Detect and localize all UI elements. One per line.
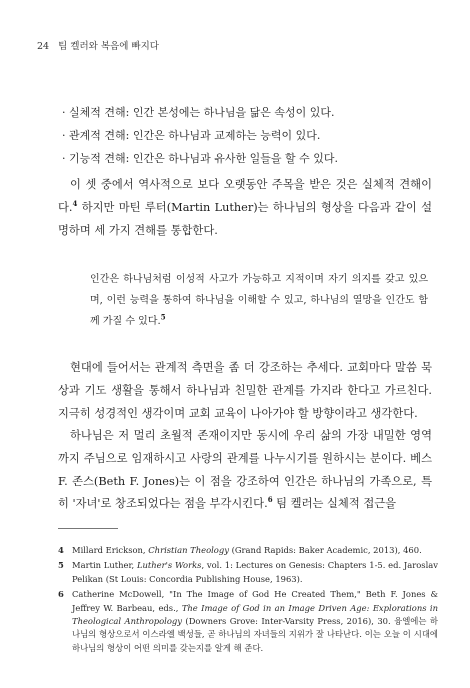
paragraph-3 bbox=[58, 425, 432, 516]
footnote-text bbox=[72, 559, 438, 586]
footnote-text bbox=[72, 544, 438, 557]
block-quote bbox=[90, 269, 428, 332]
footnotes bbox=[58, 544, 438, 657]
footnote-author: Catherine McDowell, "In The Image of God He Created Them," Beth F. Jones & Jeffrey W. Barbeau, eds., bbox=[72, 589, 438, 613]
bullet-relational: · 관계적 견해: 인간은 하나님과 교제하는 능력이 있다. bbox=[62, 129, 321, 142]
footnote-4 bbox=[58, 544, 438, 557]
footnote-ref-4[interactable]: 4 bbox=[72, 199, 78, 209]
footnote-publication: , vol. 1: Lectures on Genesis: Chapters 1-5. ed. Jaroslav Pelikan (St Louis: Concordia Publishing House, 1963). bbox=[72, 560, 438, 584]
footnote-number: 6 bbox=[58, 589, 64, 600]
paragraph-3-text-a: 하나님은 저 멀리 초월적 존재이지만 동시에 우리 삶의 가장 내밀한 영역까지 주님으로 임재하시고 사랑의 관계를 나누시기를 원하시는 분이다. 베스 F. 존스(Beth F. Jones)는 이 점을 강조하여 인간은 하나님의 가족으로, 특히 '자녀'로 창조되었다는 점을 부각시킨다. bbox=[58, 429, 432, 511]
paragraph-1-text-a: 이 셋 중에서 역사적으로 보다 오랫동안 주목을 받은 것은 실체적 견해이다. bbox=[58, 178, 432, 214]
paragraph-3-text-b: 팀 켈러는 실체적 접근을 bbox=[272, 497, 397, 511]
footnote-book-title: The Image of God in an Image Driven Age: Explorations in Theological Anthropology bbox=[72, 602, 438, 627]
quote-text: 인간은 하나님처럼 이성적 사고가 가능하고 지적이며 자기 의지를 갖고 있으며, 이런 능력을 통하여 하나님을 이해할 수 있고, 하나님의 열망을 인간도 함께 가질 수 있다. bbox=[90, 274, 428, 327]
footnote-ref-6[interactable]: 6 bbox=[267, 495, 273, 505]
footnote-author: Millard Erickson, bbox=[72, 545, 149, 555]
footnote-number: 4 bbox=[58, 545, 64, 555]
footnote-text bbox=[72, 588, 438, 655]
footnote-ref-5[interactable]: 5 bbox=[160, 312, 166, 322]
footnote-book-title: Christian Theology bbox=[148, 545, 229, 555]
running-header bbox=[37, 38, 159, 52]
paragraph-2: 현대에 들어서는 관계적 측면을 좀 더 강조하는 추세다. 교회마다 말씀 묵상과 기도 생활을 통해서 하나님과 친밀한 관계를 가지라 한다고 가르친다. 지극히 성경적인 생각이며 교회 교육이 나아가야 할 방향이라고 생각한다. bbox=[58, 361, 432, 420]
footnote-author: Martin Luther, bbox=[72, 560, 137, 571]
footnote-5 bbox=[58, 559, 438, 586]
footnote-publication: (Downers Grove: Inter-Varsity Press, 2016), 30. 융엘에는 하나님의 형상으로서 이스라엘 백성들, 곧 하나님의 자녀들의 지위가 잘 나타난다. 이는 오늘 이 시대에 하나님의 형상이 어떤 의미를 갖는지를 알게 해 준다. bbox=[72, 616, 438, 653]
paragraph-1-text-b: 하지만 마틴 루터(Martin Luther)는 하나님의 형상을 다음과 같이 설명하며 세 가지 견해를 통합한다. bbox=[58, 200, 432, 237]
footnote-publication: (Grand Rapids: Baker Academic, 2013), 460. bbox=[228, 545, 422, 555]
footnote-book-title: Luther's Works bbox=[136, 560, 202, 571]
footnote-number: 5 bbox=[58, 560, 64, 571]
bullet-list bbox=[62, 101, 432, 170]
bullet-functional: · 기능적 견해: 인간은 하나님과 유사한 일들을 할 수 있다. bbox=[62, 152, 338, 165]
running-title: 팀 켈러와 복음에 빠지다 bbox=[58, 41, 159, 52]
footnote-6 bbox=[58, 588, 438, 655]
footnote-divider bbox=[58, 528, 118, 529]
bullet-substantive: · 실체적 견해: 인간 본성에는 하나님을 닮은 속성이 있다. bbox=[62, 106, 335, 119]
paragraph-1 bbox=[58, 174, 432, 242]
page-number: 24 bbox=[37, 41, 50, 52]
